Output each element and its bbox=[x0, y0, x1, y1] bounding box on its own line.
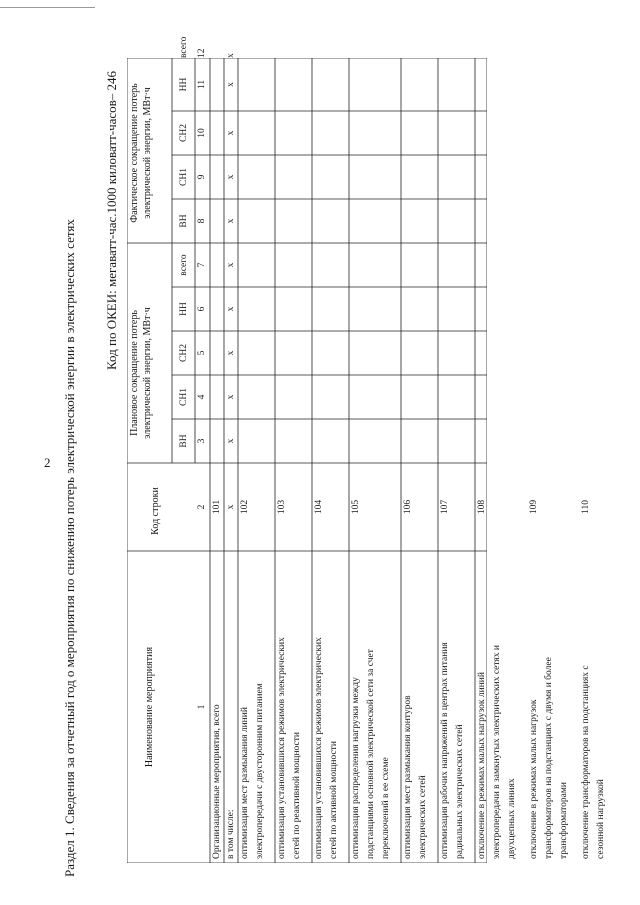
subcol-label: СН2 bbox=[179, 124, 189, 142]
cell-x-mark: x bbox=[226, 53, 236, 58]
cell-x-mark: x bbox=[226, 262, 236, 268]
measures-table bbox=[127, 36, 606, 863]
measure-name-line: электропередачи в замкнутых электрических сетях и bbox=[492, 644, 502, 859]
measure-name-line: переключений в ее схеме bbox=[381, 757, 391, 859]
measure-name-line: трансформаторов на подстанциях с двумя и более bbox=[544, 657, 554, 859]
row-code: 107 bbox=[440, 499, 450, 515]
measure-name-line: оптимизация установившихся режимов электрических bbox=[314, 637, 324, 859]
header-actual-reduction: Фактическое сокращение потерь электрической энергии, МВт·ч bbox=[129, 83, 153, 223]
measure-name-line: оптимизация мест размыкания контуров bbox=[403, 695, 413, 859]
measure-name-line: отключение трансформаторов на подстанциях с bbox=[581, 665, 591, 859]
measure-name-line: трансформаторами bbox=[559, 782, 569, 859]
column-number: 12 bbox=[197, 48, 207, 58]
okei-code: Код по ОКЕИ: мегаватт-час.1000 киловатт-часов– 246 bbox=[104, 70, 119, 370]
cell-x-mark: x bbox=[226, 130, 236, 136]
cell-x-mark: x bbox=[226, 174, 236, 180]
row-code: 104 bbox=[314, 499, 324, 515]
subcol-label: ВН bbox=[179, 214, 189, 228]
column-number: 9 bbox=[197, 174, 207, 180]
measure-name-line: оптимизация мест размыкания линий bbox=[240, 707, 250, 859]
row-code: 109 bbox=[529, 499, 539, 515]
document-title: Раздел 1. Сведения за отчетный год о мероприятия по снижению потерь электрической энергии в электрических сетях bbox=[62, 219, 77, 877]
subcol-label: ВН bbox=[179, 434, 189, 448]
cell-x-mark: x bbox=[226, 306, 236, 312]
row-code: x bbox=[226, 504, 236, 510]
cell-x-mark: x bbox=[226, 218, 236, 224]
row-code: 101 bbox=[212, 499, 222, 515]
row-code: 102 bbox=[240, 499, 250, 515]
column-number: 6 bbox=[197, 306, 207, 312]
measure-name-line: сетей по реактивной мощности bbox=[292, 732, 302, 859]
subcol-label: СН1 bbox=[179, 388, 189, 406]
header-measure-name: Наименование мероприятия bbox=[144, 646, 155, 768]
column-number: 2 bbox=[197, 504, 207, 510]
measure-name-line: двухцепных линиях bbox=[507, 778, 517, 859]
measure-name-line: подстанциями основной электрической сети за счет bbox=[366, 649, 376, 859]
row-code: 110 bbox=[581, 500, 591, 514]
measure-name-line: в том числе: bbox=[226, 809, 236, 859]
row-code: 105 bbox=[351, 499, 361, 515]
cell-x-mark: x bbox=[226, 394, 236, 400]
column-number: 11 bbox=[197, 79, 207, 90]
column-number: 8 bbox=[197, 218, 207, 224]
measure-name-line: отключение в режимах малых нагрузок bbox=[529, 699, 539, 859]
column-number: 10 bbox=[197, 128, 207, 138]
column-number: 3 bbox=[197, 438, 207, 444]
row-code: 106 bbox=[403, 499, 413, 515]
row-code: 108 bbox=[477, 499, 487, 515]
measure-name-line: оптимизация рабочих напряжений в центрах питания bbox=[440, 642, 450, 859]
measure-name-line: электропередачи с двусторонним питанием bbox=[255, 683, 265, 859]
subcol-label: всего bbox=[179, 254, 189, 276]
column-number: 1 bbox=[197, 704, 207, 710]
measure-name-line: оптимизация установившихся режимов электрических bbox=[277, 637, 287, 859]
column-number: 4 bbox=[197, 394, 207, 400]
subcol-label: НН bbox=[179, 302, 189, 316]
measure-name-line: сетей по активной мощности bbox=[329, 741, 339, 859]
column-number: 5 bbox=[197, 350, 207, 356]
measure-name-line: электрических сетей bbox=[418, 775, 428, 859]
subcol-label: всего bbox=[179, 36, 189, 58]
cell-x-mark: x bbox=[226, 350, 236, 356]
subcol-label: НН bbox=[179, 77, 189, 92]
cell-x-mark: x bbox=[226, 82, 236, 87]
subcol-label: СН2 bbox=[179, 344, 189, 362]
header-row-code: Код строки bbox=[150, 487, 161, 535]
measure-name-line: Организационные мероприятия, всего bbox=[212, 704, 222, 859]
cell-x-mark: x bbox=[226, 438, 236, 444]
subcol-label: СН1 bbox=[179, 168, 189, 186]
header-planned-reduction: Плановое сокращение потерь электрической энергии, МВт·ч bbox=[129, 307, 153, 439]
column-number: 7 bbox=[197, 262, 207, 268]
measure-name-line: радиальных электрических сетей bbox=[455, 724, 465, 859]
measure-name-line: сезонной нагрузкой bbox=[596, 779, 606, 859]
measure-name-line: отключение в режимах малых нагрузок линий bbox=[477, 672, 487, 859]
page-number: 2 bbox=[44, 455, 51, 470]
measure-name-line: оптимизация распределения нагрузки между bbox=[351, 677, 361, 859]
row-code: 103 bbox=[277, 499, 287, 515]
